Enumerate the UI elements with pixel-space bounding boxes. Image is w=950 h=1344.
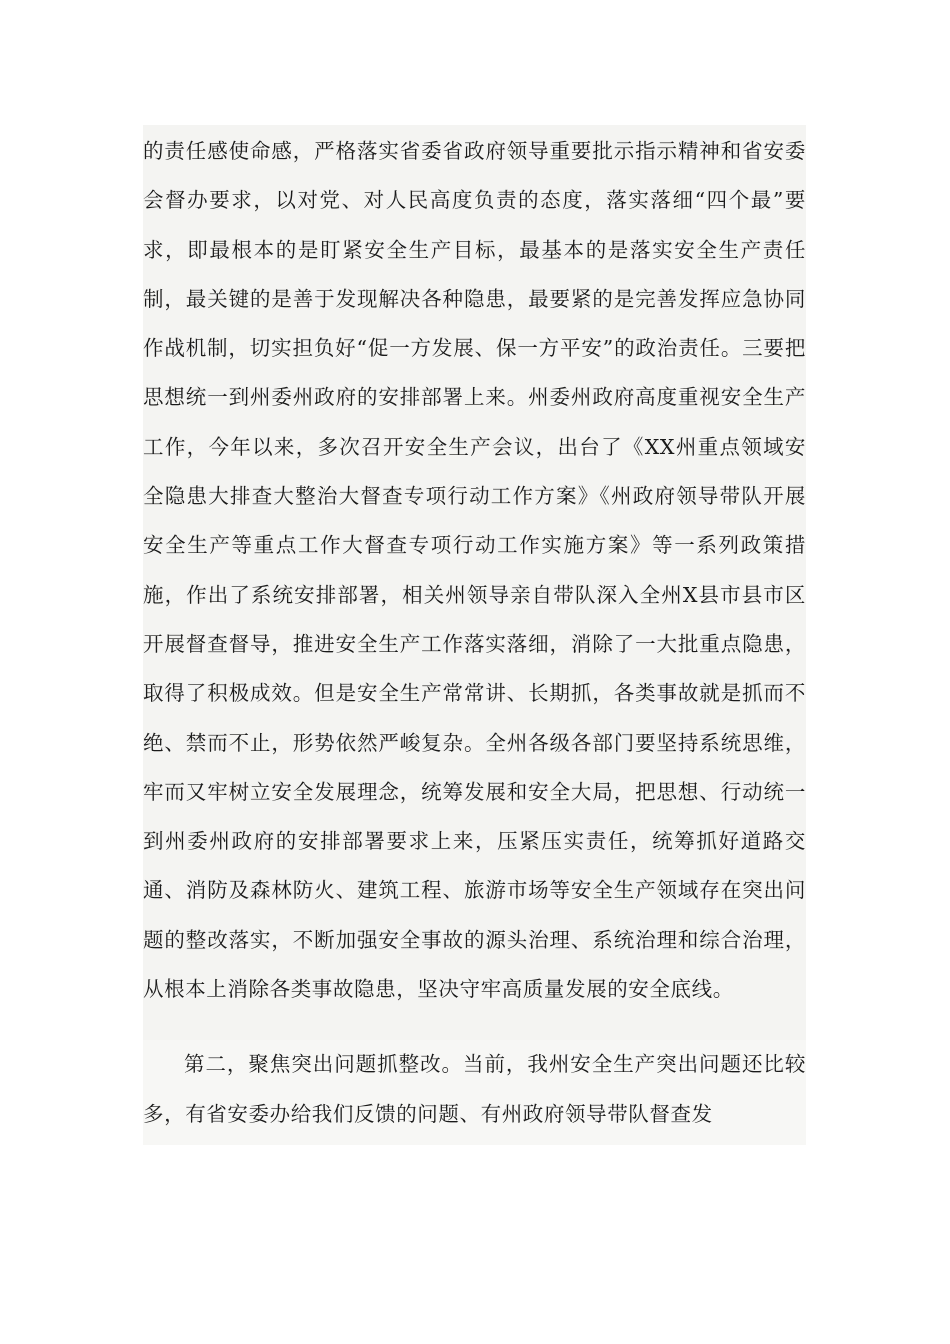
document-body <box>143 125 806 1145</box>
paragraph-2: 第二，聚焦突出问题抓整改。当前，我州安全生产突出问题还比较多，有省安委办给我们反馈的问题、有州政府领导带队督查发 <box>143 1040 806 1145</box>
paragraph-1: 的责任感使命感，严格落实省委省政府领导重要批示指示精神和省安委会督办要求，以对党、对人民高度负责的态度，落实落细“四个最”要求，即最根本的是盯紧安全生产目标，最基本的是落实安全生产责任制，最关键的是善于发现解决各种隐患，最要紧的是完善发挥应急协同作战机制，切实担负好“促一方发展、保一方平安”的政治责任。三要把思想统一到州委州政府的安排部署上来。州委州政府高度重视安全生产工作，今年以来，多次召开安全生产会议，出台了《XX州重点领域安全隐患大排查大整治大督查专项行动工作方案》《州政府领导带队开展安全生产等重点工作大督查专项行动工作实施方案》等一系列政策措施，作出了系统安排部署，相关州领导亲自带队深入全州X县市县市区开展督查督导，推进安全生产工作落实落细，消除了一大批重点隐患，取得了积极成效。但是安全生产常常讲、长期抓，各类事故就是抓而不绝、禁而不止，形势依然严峻复杂。全州各级各部门要坚持系统思维，牢而又牢树立安全发展理念，统筹发展和安全大局，把思想、行动统一到州委州政府的安排部署要求上来，压紧压实责任，统筹抓好道路交通、消防及森林防火、建筑工程、旅游市场等安全生产领域存在突出问题的整改落实，不断加强安全事故的源头治理、系统治理和综合治理，从根本上消除各类事故隐患，坚决守牢高质量发展的安全底线。 <box>143 125 806 1040</box>
